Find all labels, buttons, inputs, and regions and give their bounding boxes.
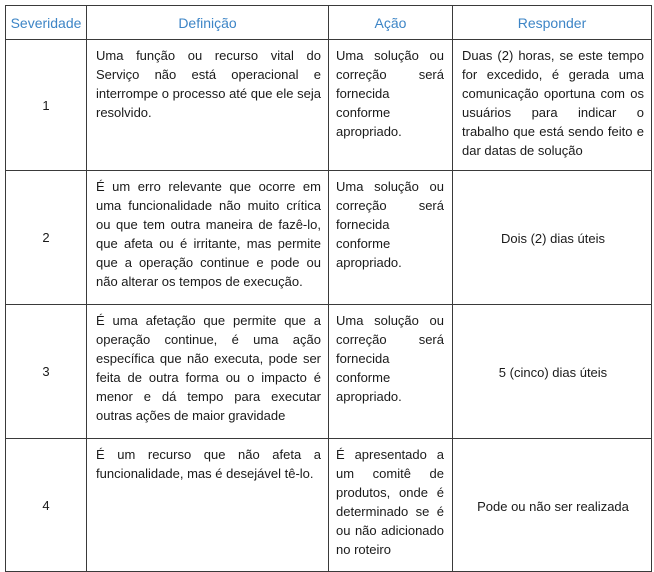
header-severity: Severidade [6,6,87,40]
definition-cell: É uma afetação que permite que a operação continue, é uma ação específica que não executa, pode ser feita de outra forma ou o impacto é menor e dá tempo para executar outras ações de maior gravidade [87,305,329,439]
header-definition: Definição [87,6,329,40]
response-cell: 5 (cinco) dias úteis [453,305,652,439]
severity-cell: 4 [6,439,87,572]
table-row [6,305,652,439]
header-response: Responder [453,6,652,40]
response-cell: Dois (2) dias úteis [453,171,652,305]
definition-cell: É um erro relevante que ocorre em uma funcionalidade não muito crítica ou que tem outra maneira de fazê-lo, que afeta ou é irritante, mas permite que a operação continue e pode ou não alterar os tempos de execução. [87,171,329,305]
table-row [6,439,652,572]
table-header [6,6,652,40]
header-action: Ação [329,6,453,40]
severity-cell: 3 [6,305,87,439]
definition-cell: É um recurso que não afeta a funcionalidade, mas é desejável tê-lo. [87,439,329,572]
action-cell: Uma solução ou correção será fornecida conforme apropriado. [329,171,453,305]
header-row [6,6,652,40]
response-cell: Pode ou não ser realizada [453,439,652,572]
action-cell: É apresentado a um comitê de produtos, onde é determinado se é ou não adicionado no roteiro [329,439,453,572]
table-row [6,40,652,171]
action-cell: Uma solução ou correção será fornecida conforme apropriado. [329,40,453,171]
severity-cell: 2 [6,171,87,305]
definition-cell: Uma função ou recurso vital do Serviço não está operacional e interrompe o processo até que ele seja resolvido. [87,40,329,171]
table-body [6,40,652,572]
response-cell: Duas (2) horas, se este tempo for excedido, é gerada uma comunicação oportuna com os usuários para indicar o trabalho que está sendo feito e dar datas de solução [453,40,652,171]
severity-cell: 1 [6,40,87,171]
severity-table [5,5,652,572]
action-cell: Uma solução ou correção será fornecida conforme apropriado. [329,305,453,439]
table-row [6,171,652,305]
